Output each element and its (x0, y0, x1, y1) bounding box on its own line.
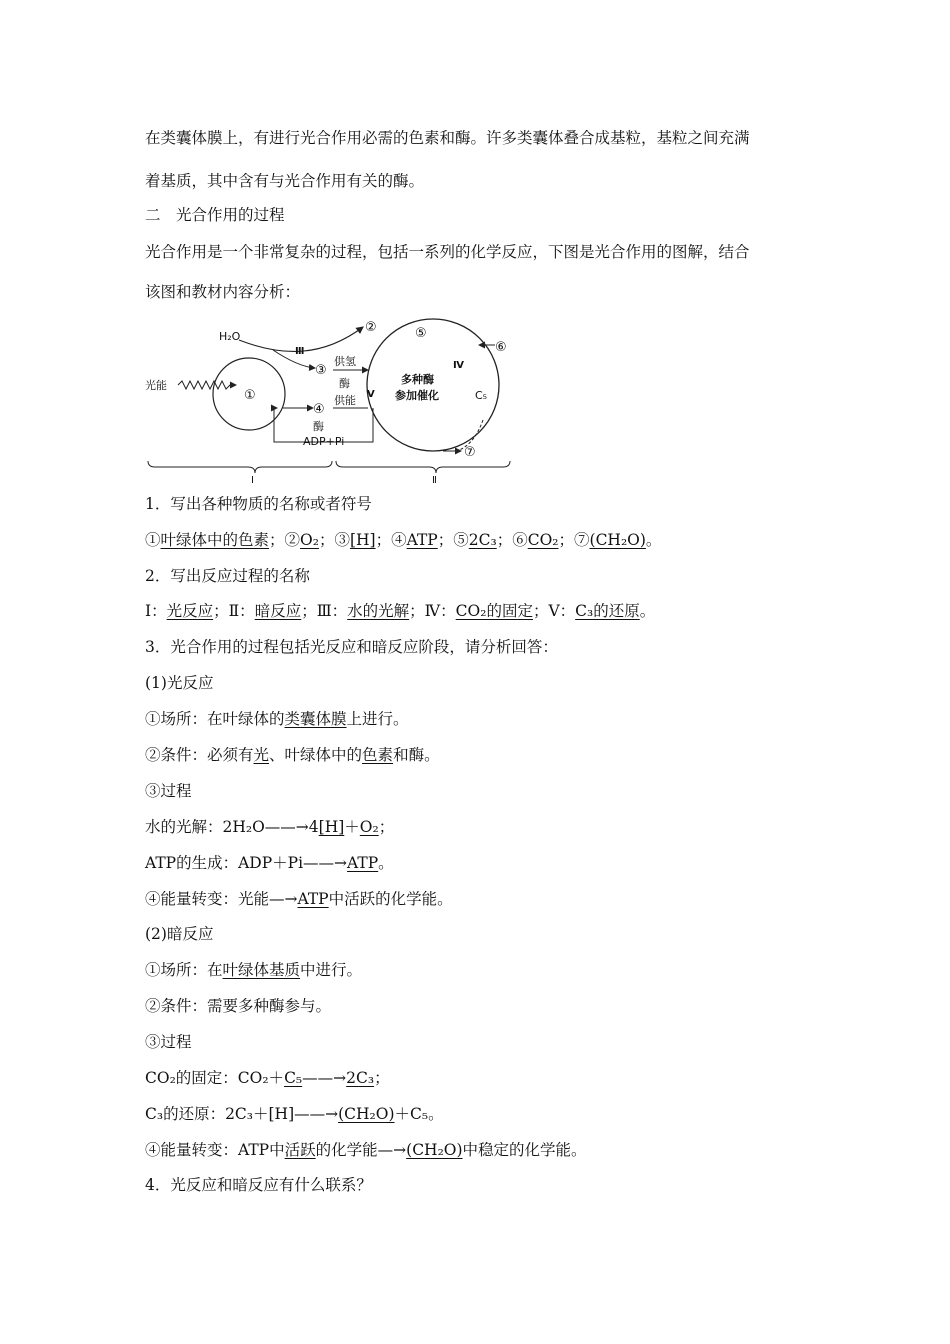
q3-title: 3．光合作用的过程包括光反应和暗反应阶段，请分析回答： (145, 638, 558, 656)
atp-synthesis: ATP的生成：ADP＋Pi——→ATP。 (145, 854, 394, 872)
c3-reduction: C₃的还原：2C₃＋[H]——→(CH₂O)＋C₅。 (145, 1105, 444, 1123)
para-line-1: 光合作用是一个非常复杂的过程，包括一系列的化学反应，下图是光合作用的图解，结合 (145, 243, 750, 261)
q4-title: 4．光反应和暗反应有什么联系？ (145, 1176, 372, 1194)
label-4: ④ (313, 402, 325, 417)
label-3: ③ (315, 363, 327, 378)
label-catalysis: 参加催化 (395, 389, 439, 402)
label-6: ⑥ (495, 340, 507, 355)
dark-energy-conversion: ④能量转变：ATP中活跃的化学能—→(CH₂O)中稳定的化学能。 (145, 1141, 587, 1159)
co2-fixation: CO₂的固定：CO₂＋C₅——→2C₃； (145, 1069, 390, 1087)
label-light: 光能 (145, 379, 167, 392)
label-c5: C₅ (475, 389, 488, 402)
label-enzyme-1: 酶 (339, 377, 350, 390)
q1-answers: ①叶绿体中的色素；②O₂；③[H]；④ATP；⑤2C₃；⑥CO₂；⑦(CH₂O)。 (145, 531, 662, 549)
label-adp-pi: ADP+Pi (303, 435, 345, 448)
brace-dark-reaction (336, 461, 510, 473)
water-photolysis: 水的光解：2H₂O——→4[H]＋O₂； (145, 818, 395, 836)
intro-line-1: 在类囊体膜上，有进行光合作用必需的色素和酶。许多类囊体叠合成基粒，基粒之间充满 (145, 129, 750, 147)
para-line-2: 该图和教材内容分析： (145, 283, 301, 301)
light-place: ①场所：在叶绿体的类囊体膜上进行。 (145, 710, 409, 728)
dark-reaction-heading: (2)暗反应 (145, 925, 214, 943)
photosynthesis-diagram (143, 315, 513, 485)
label-brace-2: Ⅱ (432, 475, 437, 485)
brace-light-reaction (148, 461, 332, 473)
dark-place: ①场所：在叶绿体基质中进行。 (145, 961, 363, 979)
label-roman-5: Ⅴ (367, 389, 375, 400)
label-1: ① (244, 388, 256, 403)
light-energy-conversion: ④能量转变：光能—→ATP中活跃的化学能。 (145, 890, 453, 908)
light-condition: ②条件：必须有光、叶绿体中的色素和酶。 (145, 746, 440, 764)
label-2: ② (365, 320, 377, 335)
label-h2o: H₂O (219, 330, 241, 343)
label-many-enzymes: 多种酶 (401, 373, 434, 386)
water-to-h-arrow (273, 350, 315, 368)
dark-process-heading: ③过程 (145, 1033, 192, 1051)
q2-title: 2．写出反应过程的名称 (145, 567, 310, 585)
light-process-heading: ③过程 (145, 782, 192, 800)
q1-title: 1．写出各种物质的名称或者符号 (145, 495, 372, 513)
label-roman-3: Ⅲ (295, 346, 305, 357)
q2-answers: Ⅰ：光反应；Ⅱ：暗反应；Ⅲ：水的光解；Ⅳ：CO₂的固定；Ⅴ：C₃的还原。 (145, 602, 656, 620)
light-reaction-heading: (1)光反应 (145, 674, 214, 692)
label-supply-energy: 供能 (334, 394, 356, 407)
label-enzyme-2: 酶 (313, 420, 324, 433)
label-supply-h: 供氢 (334, 355, 356, 368)
light-zigzag (178, 381, 236, 389)
dark-condition: ②条件：需要多种酶参与。 (145, 997, 332, 1015)
label-brace-1: Ⅰ (251, 475, 254, 485)
intro-line-2: 着基质，其中含有与光合作用有关的酶。 (145, 172, 425, 190)
section-heading: 二 光合作用的过程 (145, 206, 285, 224)
label-5: ⑤ (415, 326, 427, 341)
label-roman-4: Ⅳ (453, 360, 464, 371)
label-7: ⑦ (464, 445, 476, 460)
